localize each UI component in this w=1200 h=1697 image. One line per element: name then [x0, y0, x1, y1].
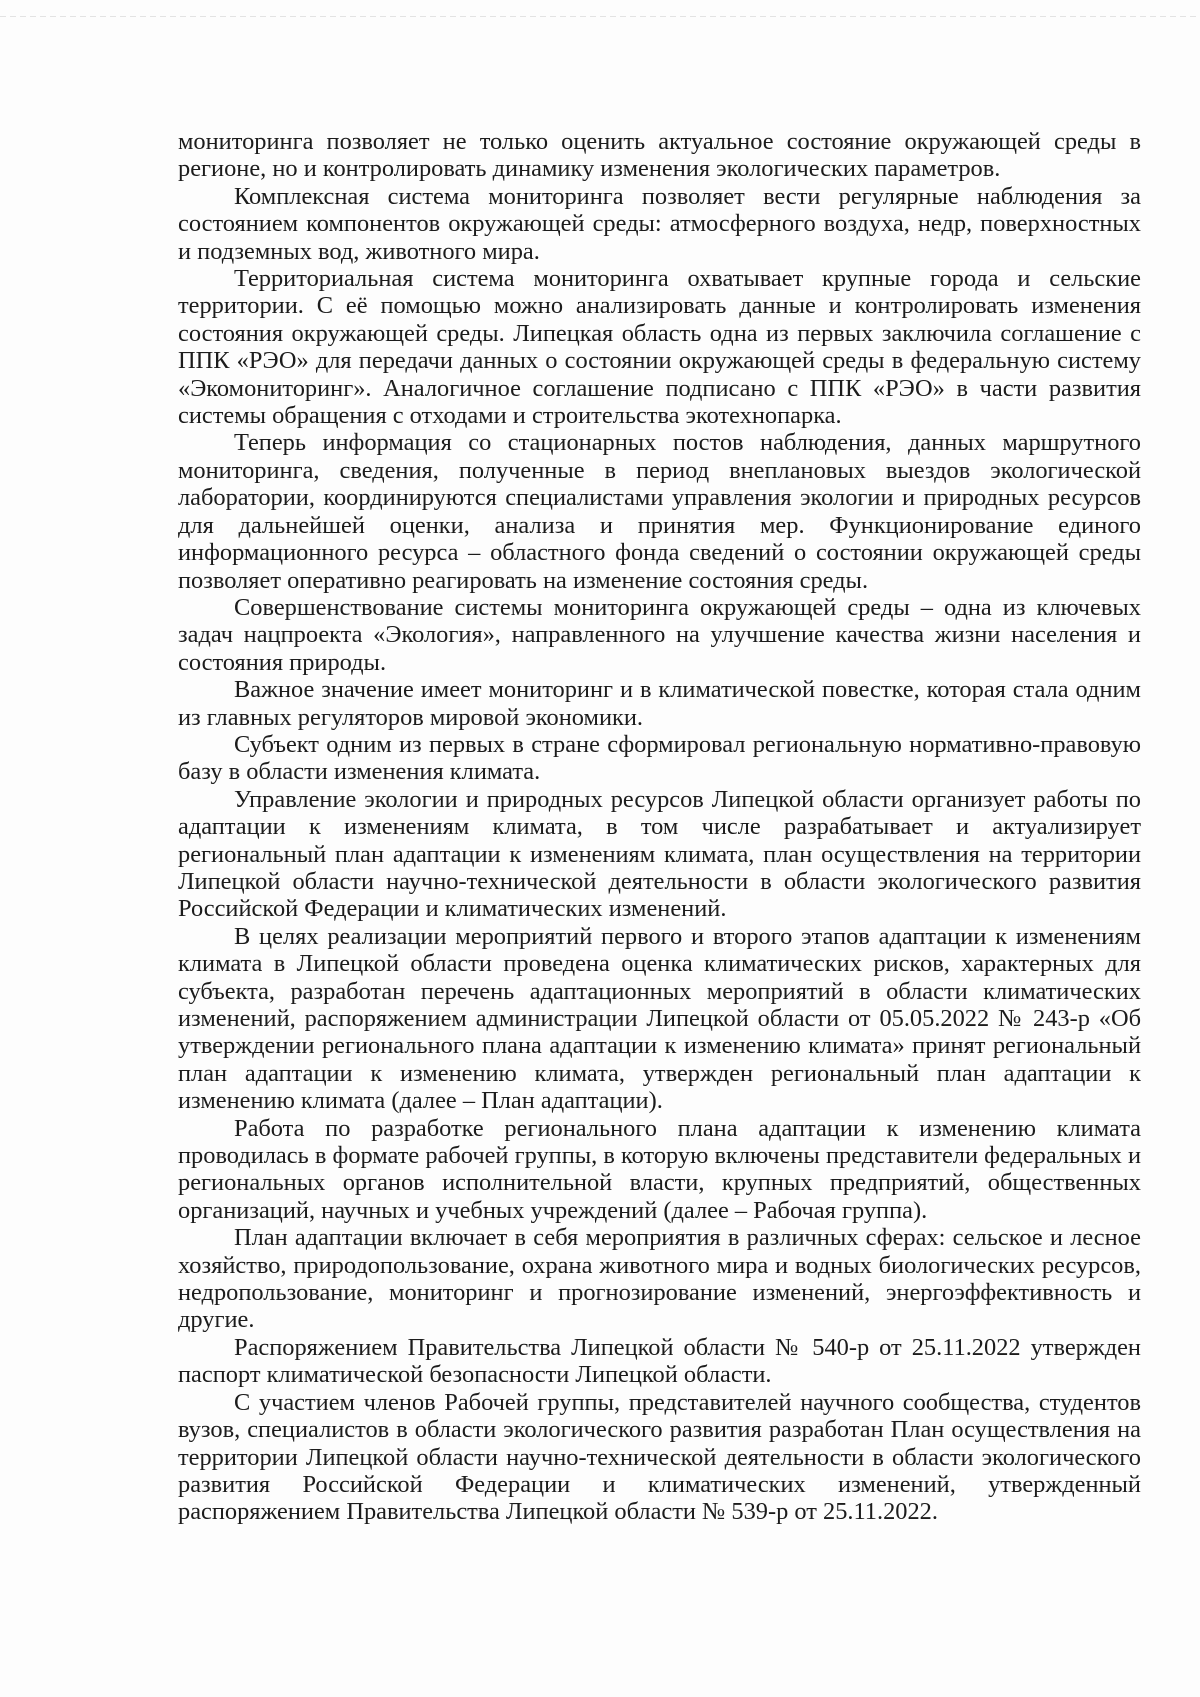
- paragraph-continuation: мониторинга позволяет не только оценить актуальное состояние окружающей среды в регионе, но и контролировать динамику изменения экологических параметров.: [178, 128, 1141, 183]
- paragraph: Совершенствование системы мониторинга окружающей среды – одна из ключевых задач нацпроекта «Экология», направленного на улучшение качества жизни населения и состояния природы.: [178, 593, 1141, 676]
- paragraph: Теперь информация со стационарных постов наблюдения, данных маршрутного мониторинга, сведения, полученные в период внеплановых выездов экологической лаборатории, координируются специалистами управления экологии и природных ресурсов для дальнейшей оценки, анализа и принятия мер. Функционирование единого информационного ресурса – областного фонда сведений о состоянии окружающей среды позволяет оперативно реагировать на изменение состояния среды.: [178, 429, 1141, 594]
- paragraph: Субъект одним из первых в стране сформировал региональную нормативно-правовую базу в области изменения климата.: [178, 730, 1141, 786]
- paragraph: Территориальная система мониторинга охватывает крупные города и сельские территории. С её помощью можно анализировать данные и контролировать изменения состояния окружающей среды. Липецкая область одна из первых заключила соглашение с ППК «РЭО» для передачи данных о состоянии окружающей среды в федеральную систему «Экомониторинг». Аналогичное соглашение подписано с ППК «РЭО» в части развития системы обращения с отходами и строительства экотехнопарка.: [178, 265, 1141, 430]
- paragraph: Управление экологии и природных ресурсов Липецкой области организует работы по адаптации к изменениям климата, в том числе разрабатывает и актуализирует региональный план адаптации к изменениям климата, план осуществления на территории Липецкой области научно-технической деятельности в области экологического развития Российской Федерации и климатических изменений.: [178, 785, 1141, 923]
- paragraph: План адаптации включает в себя мероприятия в различных сферах: сельское и лесное хозяйство, природопользование, охрана животного мира и водных биологических ресурсов, недропользование, мониторинг и прогнозирование изменений, энергоэффективность и другие.: [178, 1224, 1141, 1334]
- paragraph: Распоряжением Правительства Липецкой области № 540-р от 25.11.2022 утвержден паспорт климатической безопасности Липецкой области.: [178, 1333, 1141, 1389]
- paragraph: В целях реализации мероприятий первого и второго этапов адаптации к изменениям климата в Липецкой области проведена оценка климатических рисков, характерных для субъекта, разработан перечень адаптационных мероприятий в области климатических изменений, распоряжением администрации Липецкой области от 05.05.2022 № 243-р «Об утверждении регионального плана адаптации к изменению климата» принят региональный план адаптации к изменению климата, утвержден региональный план адаптации к изменению климата (далее – План адаптации).: [178, 922, 1141, 1115]
- document-body: [178, 128, 1141, 1526]
- paragraph: Комплексная система мониторинга позволяет вести регулярные наблюдения за состоянием компонентов окружающей среды: атмосферного воздуха, недр, поверхностных и подземных вод, животного мира.: [178, 182, 1141, 265]
- paragraph: Работа по разработке регионального плана адаптации к изменению климата проводилась в формате рабочей группы, в которую включены представители федеральных и региональных органов исполнительной власти, крупных предприятий, общественных организаций, научных и учебных учреждений (далее – Рабочая группа).: [178, 1114, 1141, 1224]
- scan-edge-line: [0, 16, 1200, 17]
- paragraph: Важное значение имеет мониторинг и в климатической повестке, которая стала одним из главных регуляторов мировой экономики.: [178, 676, 1141, 731]
- paragraph: С участием членов Рабочей группы, представителей научного сообщества, студентов вузов, специалистов в области экологического развития разработан План осуществления на территории Липецкой области научно-технической деятельности в области экологического развития Российской Федерации и климатических изменений, утвержденный распоряжением Правительства Липецкой области № 539-р от 25.11.2022.: [178, 1388, 1141, 1526]
